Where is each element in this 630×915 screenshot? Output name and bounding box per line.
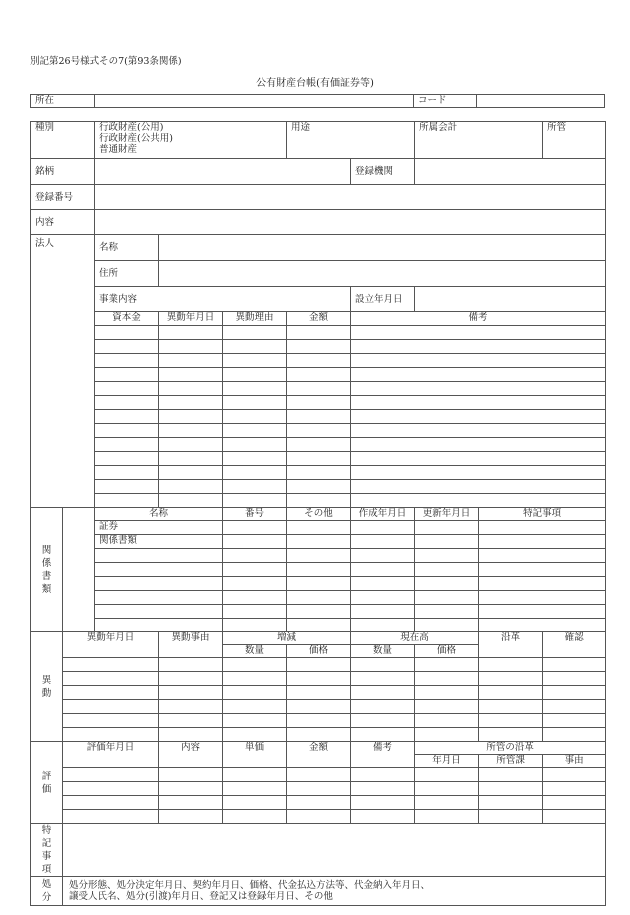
registration-label: 登録番号 — [31, 185, 95, 210]
disposal-line: 譲受人氏名、処分(引渡)年月日、登記又は登録年月日、その他 — [69, 891, 333, 902]
capital-row — [31, 410, 606, 424]
capital-row — [31, 438, 606, 452]
col-header: 異動年月日 — [159, 312, 223, 326]
page-title: 公有財産台帳(有価証券等) — [256, 78, 374, 89]
col-header: 作成年月日 — [351, 508, 415, 521]
sub-col-header: 所管課 — [479, 755, 543, 768]
current-price-header: 価格 — [415, 645, 479, 658]
category-option: 行政財産(公共用) — [99, 133, 173, 144]
col-header: 単価 — [223, 742, 287, 768]
col-header: 金額 — [287, 312, 351, 326]
capital-row — [31, 340, 606, 354]
confirm-header: 確認 — [543, 632, 606, 658]
jurisdiction-label: 所管 — [543, 122, 606, 159]
col-header: 備考 — [351, 742, 415, 768]
use-label: 用途 — [287, 122, 415, 159]
content-field[interactable] — [95, 210, 606, 235]
corporation-label: 法人 — [31, 235, 95, 508]
capital-row — [31, 494, 606, 508]
col-header: 更新年月日 — [415, 508, 479, 521]
col-header: 資本金 — [95, 312, 159, 326]
capital-row — [31, 480, 606, 494]
content-label: 内容 — [31, 210, 95, 235]
disposal-line: 処分形態、処分決定年月日、契約年月日、価格、代金払込方法等、代金納入年月日、 — [69, 880, 431, 891]
evaluation-row — [31, 810, 606, 824]
doc-row — [31, 619, 606, 632]
doc-row — [31, 605, 606, 619]
corp-business-label: 事業内容 — [95, 287, 351, 312]
category-label: 種別 — [31, 122, 95, 159]
increase-price-header: 価格 — [287, 645, 351, 658]
evaluation-row — [31, 768, 606, 782]
change-row — [31, 672, 606, 686]
corp-founded-field[interactable] — [415, 287, 606, 312]
doc-row — [31, 563, 606, 577]
capital-row — [31, 368, 606, 382]
jurisdiction-history-header: 所管の沿革 — [415, 742, 606, 755]
location-field[interactable] — [95, 95, 414, 108]
corp-name-field[interactable] — [159, 235, 606, 261]
special-notes-field[interactable] — [63, 824, 606, 877]
disposal-field — [63, 877, 606, 906]
capital-row — [31, 382, 606, 396]
sub-col-header: 年月日 — [415, 755, 479, 768]
corp-name-label: 名称 — [95, 235, 159, 261]
evaluation-row — [31, 782, 606, 796]
registry-field[interactable] — [415, 159, 606, 185]
location-table — [30, 94, 605, 108]
special-notes-label: 特記事項 — [31, 824, 63, 877]
corp-address-label: 住所 — [95, 261, 159, 287]
current-header: 現在高 — [351, 632, 479, 645]
doc-row — [31, 577, 606, 591]
registration-field[interactable] — [95, 185, 606, 210]
related-docs-label: 関係書類 — [31, 508, 63, 632]
capital-row — [31, 326, 606, 340]
code-label: コード — [414, 95, 477, 108]
changes-label: 異動 — [31, 632, 63, 742]
increase-quantity-header: 数量 — [223, 645, 287, 658]
col-header: 番号 — [223, 508, 287, 521]
change-row — [31, 700, 606, 714]
evaluation-label: 評価 — [31, 742, 63, 824]
doc-item-securities: 証券 — [95, 521, 223, 535]
doc-row — [31, 591, 606, 605]
capital-row — [31, 424, 606, 438]
current-quantity-header: 数量 — [351, 645, 415, 658]
col-header: 内容 — [159, 742, 223, 768]
category-option: 普通財産 — [99, 144, 138, 155]
brand-field[interactable] — [95, 159, 351, 185]
col-header: 特記事項 — [479, 508, 606, 521]
change-row — [31, 728, 606, 742]
corp-address-field[interactable] — [159, 261, 606, 287]
capital-row — [31, 452, 606, 466]
capital-row — [31, 396, 606, 410]
col-header: 金額 — [287, 742, 351, 768]
doc-row — [31, 549, 606, 563]
code-field[interactable] — [477, 95, 605, 108]
ledger-table — [30, 121, 606, 906]
sub-col-header: 事由 — [543, 755, 606, 768]
change-reason-header: 異動事由 — [159, 632, 223, 658]
form-reference: 別記第26号様式その7(第93条関係) — [30, 56, 182, 67]
change-date-header: 異動年月日 — [63, 632, 159, 658]
corp-founded-label: 設立年月日 — [351, 287, 415, 312]
history-header: 沿革 — [479, 632, 543, 658]
doc-item-related: 関係書類 — [95, 535, 223, 549]
change-row — [31, 658, 606, 672]
capital-row — [31, 466, 606, 480]
col-header: 評価年月日 — [63, 742, 159, 768]
col-header: 異動理由 — [223, 312, 287, 326]
related-docs-spacer — [63, 508, 95, 632]
capital-row — [31, 354, 606, 368]
col-header: 名称 — [95, 508, 223, 521]
brand-label: 銘柄 — [31, 159, 95, 185]
change-row — [31, 686, 606, 700]
category-option: 行政財産(公用) — [99, 122, 164, 133]
category-options — [95, 122, 287, 159]
location-label: 所在 — [31, 95, 95, 108]
registry-label: 登録機関 — [351, 159, 415, 185]
col-header: その他 — [287, 508, 351, 521]
evaluation-row — [31, 796, 606, 810]
account-label: 所属会計 — [415, 122, 543, 159]
increase-header: 増減 — [223, 632, 351, 645]
col-header: 備考 — [351, 312, 606, 326]
disposal-label: 処分 — [31, 877, 63, 906]
change-row — [31, 714, 606, 728]
